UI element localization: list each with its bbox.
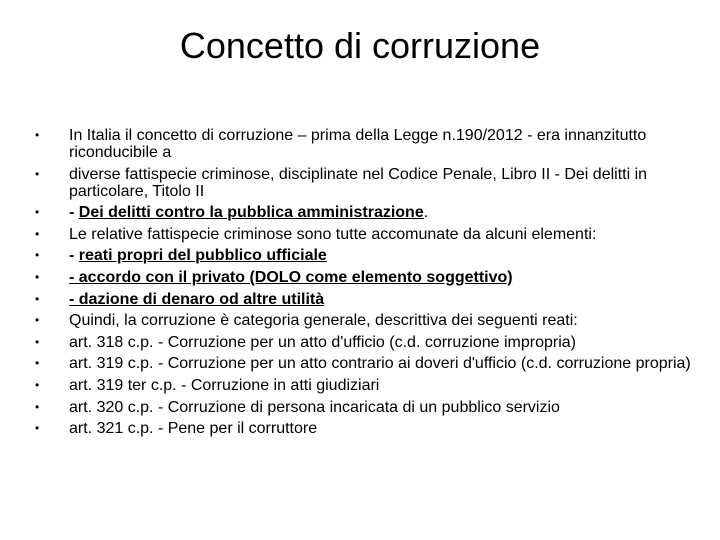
emphasized-text: - [69, 247, 79, 265]
emphasized-text: - accordo con il privato (DOLO come elemento soggettivo) [69, 268, 513, 286]
bullet-icon: • [35, 205, 40, 220]
bullet-icon: • [35, 226, 40, 241]
item-text: . [423, 204, 429, 222]
bullet-icon: • [35, 313, 40, 328]
list-item [30, 166, 695, 200]
emphasized-text: Dei delitti contro la pubblica amministrazione [78, 204, 424, 222]
list-item [30, 247, 695, 264]
item-text: Le relative fattispecie criminose sono tutte accomunate da alcuni elementi: [69, 225, 597, 243]
list-item [30, 226, 695, 243]
list-item [30, 204, 695, 221]
bullet-icon: • [35, 399, 40, 414]
list-item [30, 291, 695, 308]
bullet-icon: • [35, 377, 40, 392]
list-item [30, 312, 695, 329]
bullet-icon: • [35, 128, 40, 142]
item-text: In Italia il concetto di corruzione – prima della Legge n.190/2012 - era innanzitutto riconducibile a [69, 127, 647, 161]
list-item [30, 127, 695, 161]
bullet-icon: • [35, 269, 40, 284]
item-text: Quindi, la corruzione è categoria generale, descrittiva dei seguenti reati: [69, 312, 578, 330]
list-item [30, 420, 695, 437]
item-text: art. 319 c.p. - Corruzione per un atto contrario ai doveri d'ufficio (c.d. corruzione propria) [69, 355, 691, 373]
list-item [30, 399, 695, 416]
bullet-icon: • [35, 421, 40, 436]
slide-title: Concetto di corruzione [179, 25, 541, 66]
emphasized-text: - [69, 204, 79, 222]
item-text: art. 318 c.p. - Corruzione per un atto d'ufficio (c.d. corruzione impropria) [69, 333, 576, 351]
emphasized-text: reati propri del pubblico ufficiale [78, 247, 327, 265]
item-text: art. 321 c.p. - Pene per il corruttore [69, 420, 318, 438]
bullet-icon: • [35, 166, 40, 181]
bullet-icon: • [35, 334, 40, 349]
bullet-list [30, 127, 695, 442]
list-item [30, 355, 695, 372]
bullet-icon: • [35, 248, 40, 263]
emphasized-text: - dazione di denaro od altre utilità [69, 290, 325, 308]
item-text: art. 320 c.p. - Corruzione di persona incaricata di un pubblico servizio [69, 398, 560, 416]
bullet-icon: • [35, 291, 40, 306]
item-text: diverse fattispecie criminose, disciplinate nel Codice Penale, Libro II - Dei delitti in particolare, Titolo II [69, 165, 648, 200]
list-item [30, 269, 695, 286]
bullet-icon: • [35, 356, 40, 371]
list-item [30, 377, 695, 394]
list-item [30, 334, 695, 351]
item-text: art. 319 ter c.p. - Corruzione in atti giudiziari [69, 376, 380, 394]
